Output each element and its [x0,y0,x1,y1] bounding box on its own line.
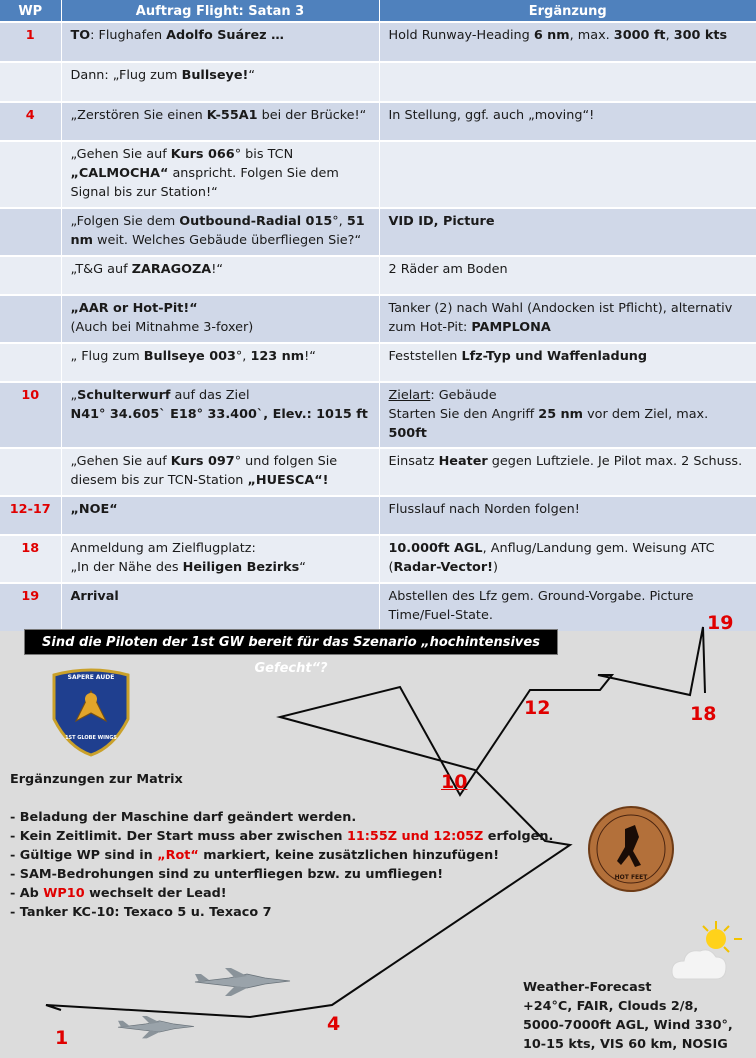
extra-cell [379,141,756,208]
weather-text: +24°C, FAIR, Clouds 2/8, 5000-7000ft AGL, Wind 330°, 10-15 kts, VIS 60 km, NOSIG [523,999,733,1052]
task-cell: TO: Flughafen Adolfo Suárez … [61,22,379,62]
notes-heading: Ergänzungen zur Matrix [10,772,183,787]
map-label-wp18: 18 [690,703,717,725]
map-label-wp12: 12 [524,697,551,719]
task-cell: „AAR or Hot-Pit!“ (Auch bei Mitnahme 3-foxer) [61,295,379,343]
wp-number [0,256,61,295]
hot-feet-logo [589,807,673,891]
extra-cell: Tanker (2) nach Wahl (Andocken ist Pflicht), alternativ zum Hot-Pit: PAMPLONA [379,295,756,343]
map-label-wp4: 4 [327,1013,341,1035]
extra-cell [379,62,756,102]
table-row [0,448,756,496]
table-row [0,22,756,62]
wp-number: 1 [0,22,61,62]
note-item: - Tanker KC-10: Texaco 5 u. Texaco 7 [10,905,272,920]
note-item: - Beladung der Maschine darf geändert werden. [10,810,357,825]
jet-icon [195,968,290,996]
extra-cell: Abstellen des Lfz gem. Ground-Vorgabe. Picture Time/Fuel-State. [379,583,756,631]
table-row [0,208,756,256]
extra-cell: In Stellung, ggf. auch „moving“! [379,102,756,141]
wp-number [0,62,61,102]
wp-number [0,141,61,208]
table-row [0,141,756,208]
extra-cell: Zielart: Gebäude Starten Sie den Angriff 25 nm vor dem Ziel, max. 500ft [379,382,756,448]
wp-number [0,208,61,256]
table-row [0,102,756,141]
wp-number: 10 [0,382,61,448]
task-cell: „Gehen Sie auf Kurs 066° bis TCN „CALMOCHA“ anspricht. Folgen Sie dem Signal bis zur Station!“ [61,141,379,208]
scenario-banner: Sind die Piloten der 1st GW bereit für das Szenario „hochintensives Gefecht“? [24,629,558,655]
extra-cell: Hold Runway-Heading 6 nm, max. 3000 ft, 300 kts [379,22,756,62]
note-item: - Gültige WP sind in „Rot“ markiert, keine zusätzlichen hinzufügen! [10,848,500,863]
shield-bottom-text: 1ST GLOBE WINGS [65,735,117,741]
extra-cell: Feststellen Lfz-Typ und Waffenladung [379,343,756,382]
table-row [0,535,756,583]
header-wp: WP [0,0,61,22]
matrix-notes [10,770,553,922]
task-cell: Dann: „Flug zum Bullseye!“ [61,62,379,102]
task-cell: „Folgen Sie dem Outbound-Radial 015°, 51 nm weit. Welches Gebäude überfliegen Sie?“ [61,208,379,256]
table-row [0,343,756,382]
wp-number: 19 [0,583,61,631]
wp-number [0,448,61,496]
task-cell: „Schulterwurf auf das Ziel N41° 34.605` E18° 33.400`, Elev.: 1015 ft [61,382,379,448]
header-task: Auftrag Flight: Satan 3 [61,0,379,22]
table-row [0,295,756,343]
note-item: - SAM-Bedrohungen sind zu unterfliegen bzw. zu umfliegen! [10,867,444,882]
extra-cell: Flusslauf nach Norden folgen! [379,496,756,535]
map-label-wp10: 10 [441,771,468,793]
task-cell: „ Flug zum Bullseye 003°, 123 nm!“ [61,343,379,382]
wp-number: 12-17 [0,496,61,535]
table-row [0,382,756,448]
weather-title: Weather-Forecast [523,980,652,995]
extra-cell: 2 Räder am Boden [379,256,756,295]
wp-number [0,343,61,382]
wp-number: 4 [0,102,61,141]
squadron-shield-logo [54,670,128,755]
jet-icon [118,1016,194,1038]
task-cell: „Zerstören Sie einen K-55A1 bei der Brücke!“ [61,102,379,141]
task-cell: „NOE“ [61,496,379,535]
task-cell: „Gehen Sie auf Kurs 097° und folgen Sie diesem bis zur TCN-Station „HUESCA“! [61,448,379,496]
header-extra: Ergänzung [528,4,607,19]
partly-cloudy-icon [672,921,742,979]
task-cell: „T&G auf ZARAGOZA!“ [61,256,379,295]
round-logo-text: HOT FEET [614,874,648,881]
table-row [0,62,756,102]
weather-forecast [523,978,738,1054]
task-cell: Arrival [61,583,379,631]
wp-number [0,295,61,343]
map-label-wp1: 1 [55,1027,69,1049]
shield-top-text: SAPERE AUDE [67,674,115,681]
note-item: - Ab WP10 wechselt der Lead! [10,886,227,901]
extra-cell: 10.000ft AGL, Anflug/Landung gem. Weisung ATC (Radar-Vector!) [379,535,756,583]
task-cell: Anmeldung am Zielflugplatz: „In der Nähe des Heiligen Bezirks“ [61,535,379,583]
extra-cell: VID ID, Picture [379,208,756,256]
note-item: - Kein Zeitlimit. Der Start muss aber zwischen 11:55Z und 12:05Z erfolgen. [10,829,554,844]
map-label-wp19: 19 [707,612,734,634]
table-row [0,496,756,535]
table-header [0,0,756,22]
wp-number: 18 [0,535,61,583]
extra-cell: Einsatz Heater gegen Luftziele. Je Pilot max. 2 Schuss. [379,448,756,496]
table-row [0,256,756,295]
